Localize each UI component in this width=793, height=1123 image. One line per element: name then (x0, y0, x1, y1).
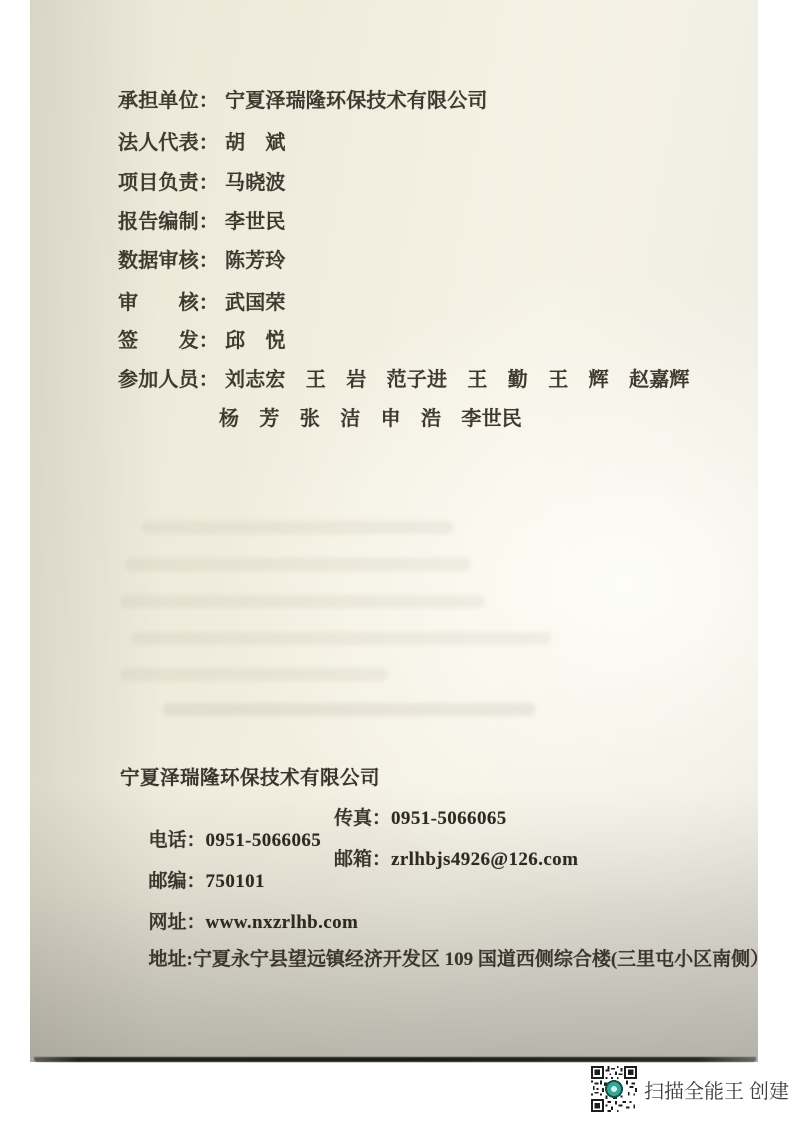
email-pair (334, 849, 578, 871)
phone-label: 电话： (148, 830, 206, 851)
field-value: 马晓波 (225, 172, 286, 194)
bleedthrough-ghost (131, 632, 551, 645)
field-row-data-review (118, 250, 286, 272)
camscanner-watermark (591, 1066, 789, 1112)
zip-label: 邮编： (148, 871, 206, 892)
fax-pair (334, 808, 507, 830)
field-row-unit (118, 90, 488, 112)
field-value: 邱 悦 (225, 330, 286, 352)
field-label: 签 发： (118, 330, 219, 352)
field-value: 刘志宏 王 岩 范子进 王 勤 王 辉 赵嘉辉 (225, 369, 690, 391)
qr-code-icon (591, 1066, 637, 1112)
field-value: 宁夏泽瑞隆环保技术有限公司 (225, 90, 488, 112)
zip-value: 750101 (205, 871, 265, 892)
bleedthrough-ghost (120, 595, 485, 608)
field-row-legal-rep (118, 132, 286, 154)
field-row-sign-issue (118, 330, 286, 352)
fax-label: 传真： (334, 808, 392, 829)
scanned-page (30, 0, 770, 1062)
field-label: 项目负责： (118, 172, 219, 194)
watermark-label: 扫描全能王 创建 (644, 1080, 789, 1103)
bleedthrough-ghost (163, 703, 535, 716)
fax-value: 0951-5066065 (391, 808, 507, 829)
field-row-participants (118, 369, 690, 391)
address-value: 宁夏永宁县望远镇经济开发区 109 国道西侧综合楼(三里屯小区南侧） (192, 949, 770, 970)
bleedthrough-ghost (142, 521, 454, 534)
field-label: 数据审核： (118, 250, 219, 272)
field-label: 承担单位： (118, 90, 219, 112)
field-row-participants-cont (118, 408, 522, 430)
website-value: www.nxzrlhb.com (205, 912, 359, 933)
field-row-project-lead (118, 172, 286, 194)
field-value: 李世民 (225, 211, 286, 233)
field-row-review (118, 292, 286, 314)
field-value: 杨 芳 张 洁 申 浩 李世民 (219, 408, 522, 430)
website-label: 网址： (148, 912, 206, 933)
field-value: 陈芳玲 (225, 250, 286, 272)
email-label: 邮箱： (334, 849, 392, 870)
field-row-report-author (118, 211, 286, 233)
field-label: 审 核： (118, 292, 219, 314)
field-value: 武国荣 (225, 292, 286, 314)
phone-value: 0951-5066065 (205, 830, 322, 851)
address-label: 地址: (148, 949, 193, 970)
field-label: 报告编制： (118, 211, 219, 233)
bleedthrough-ghost (120, 668, 388, 681)
page-bottom-edge (34, 1057, 756, 1062)
field-label: 法人代表： (118, 132, 219, 154)
field-label: 参加人员： (118, 369, 219, 391)
bleedthrough-ghost (126, 558, 471, 571)
email-value: zrlhbjs4926@126.com (391, 849, 579, 870)
address-row (120, 927, 769, 993)
company-name: 宁夏泽瑞隆环保技术有限公司 (120, 768, 381, 789)
field-value: 胡 斌 (225, 132, 286, 154)
